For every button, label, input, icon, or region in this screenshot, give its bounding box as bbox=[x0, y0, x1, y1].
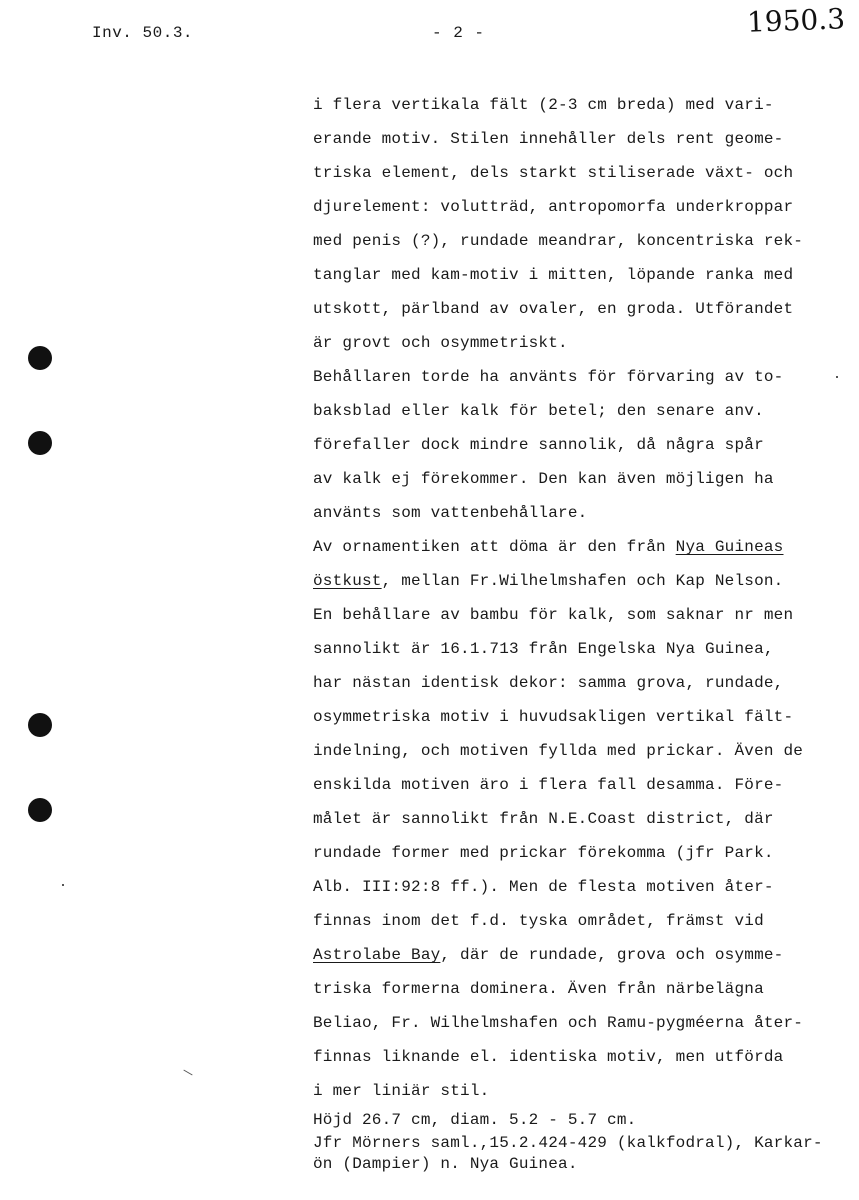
text-line: är grovt och osymmetriskt. bbox=[313, 334, 568, 352]
text-line: indelning, och motiven fyllda med prickar. Även de bbox=[313, 742, 804, 760]
underlined-place-name: Astrolabe Bay bbox=[313, 946, 441, 964]
text-line: baksblad eller kalk för betel; den senare anv. bbox=[313, 402, 764, 420]
text-line: i mer liniär stil. bbox=[313, 1082, 490, 1100]
inventory-number: Inv. 50.3. bbox=[92, 24, 194, 42]
text-line: sannolikt är 16.1.713 från Engelska Nya Guinea, bbox=[313, 640, 774, 658]
text-line: målet är sannolikt från N.E.Coast district, där bbox=[313, 810, 774, 828]
text-line: förefaller dock mindre sannolik, då några spår bbox=[313, 436, 764, 454]
text-line bbox=[313, 530, 853, 564]
text-line: finnas liknande el. identiska motiv, men utförda bbox=[313, 1048, 784, 1066]
paper-speck bbox=[183, 1070, 192, 1076]
text-fragment: , mellan Fr.Wilhelmshafen och Kap Nelson. bbox=[381, 572, 784, 590]
text-line bbox=[313, 938, 853, 972]
underlined-place-name: Nya Guineas bbox=[675, 538, 784, 556]
text-line: använts som vattenbehållare. bbox=[313, 504, 588, 522]
text-line: djurelement: volutträd, antropomorfa underkroppar bbox=[313, 198, 794, 216]
text-line: En behållare av bambu för kalk, som saknar nr men bbox=[313, 606, 794, 624]
text-line: Alb. III:92:8 ff.). Men de flesta motiven åter- bbox=[313, 878, 774, 896]
footer-notes bbox=[313, 1110, 853, 1175]
handwritten-number: 1950.3 bbox=[746, 2, 846, 39]
text-line: i flera vertikala fält (2-3 cm breda) med vari- bbox=[313, 96, 774, 114]
text-line: erande motiv. Stilen innehåller dels rent geome- bbox=[313, 130, 784, 148]
text-line: enskilda motiven äro i flera fall desamma. Före- bbox=[313, 776, 784, 794]
text-line: triska formerna dominera. Även från närbelägna bbox=[313, 980, 764, 998]
text-line: med penis (?), rundade meandrar, koncentriska rek- bbox=[313, 232, 804, 250]
page-number: - 2 - bbox=[432, 24, 486, 42]
text-line: tanglar med kam-motiv i mitten, löpande ranka med bbox=[313, 266, 794, 284]
punch-hole-1 bbox=[28, 346, 52, 370]
reference-line: Jfr Mörners saml.,15.2.424-429 (kalkfodral), Karkar- bbox=[313, 1134, 823, 1152]
paper-speck bbox=[836, 376, 838, 378]
punch-hole-4 bbox=[28, 798, 52, 822]
text-line: Beliao, Fr. Wilhelmshafen och Ramu-pygméerna åter- bbox=[313, 1014, 804, 1032]
text-line bbox=[313, 564, 853, 598]
punch-hole-2 bbox=[28, 431, 52, 455]
text-line: Behållaren torde ha använts för förvaring av to- bbox=[313, 368, 784, 386]
text-line: triska element, dels starkt stiliserade växt- och bbox=[313, 164, 794, 182]
underlined-place-name: östkust bbox=[313, 572, 382, 590]
text-line: rundade former med prickar förekomma (jfr Park. bbox=[313, 844, 774, 862]
text-line: finnas inom det f.d. tyska området, främst vid bbox=[313, 912, 764, 930]
reference-line: ön (Dampier) n. Nya Guinea. bbox=[313, 1155, 578, 1173]
text-line: av kalk ej förekommer. Den kan även möjligen ha bbox=[313, 470, 774, 488]
text-line: har nästan identisk dekor: samma grova, rundade, bbox=[313, 674, 784, 692]
text-line: osymmetriska motiv i huvudsakligen vertikal fält- bbox=[313, 708, 794, 726]
dimensions-line: Höjd 26.7 cm, diam. 5.2 - 5.7 cm. bbox=[313, 1111, 637, 1129]
text-fragment: , där de rundade, grova och osymme- bbox=[440, 946, 784, 964]
punch-hole-3 bbox=[28, 713, 52, 737]
paper-speck bbox=[62, 884, 64, 886]
text-line: utskott, pärlband av ovaler, en groda. Utförandet bbox=[313, 300, 794, 318]
text-fragment: Av ornamentiken att döma är den från bbox=[313, 538, 676, 556]
body-text bbox=[313, 88, 853, 1108]
